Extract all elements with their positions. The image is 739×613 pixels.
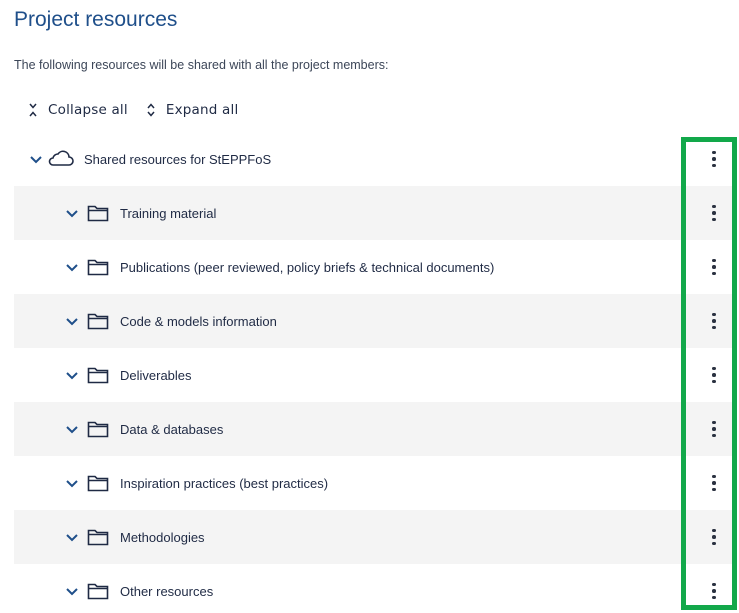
tree-row-folder[interactable] bbox=[14, 456, 732, 510]
tree-row-folder[interactable] bbox=[14, 348, 732, 402]
folder-icon bbox=[87, 258, 109, 276]
more-options-icon[interactable] bbox=[708, 418, 720, 440]
folder-label: Publications (peer reviewed, policy briefs & technical documents) bbox=[120, 260, 495, 275]
folder-label: Training material bbox=[120, 206, 217, 221]
collapse-icon bbox=[28, 103, 38, 117]
tree-toolbar bbox=[28, 102, 238, 118]
folder-icon bbox=[87, 420, 109, 438]
chevron-down-icon[interactable] bbox=[66, 372, 78, 380]
collapse-all-button[interactable] bbox=[28, 102, 128, 118]
more-options-icon[interactable] bbox=[708, 364, 720, 386]
page-title: Project resources bbox=[14, 8, 178, 31]
folder-label: Data & databases bbox=[120, 422, 224, 437]
folder-icon bbox=[87, 312, 109, 330]
more-options-icon[interactable] bbox=[708, 310, 720, 332]
expand-all-button[interactable] bbox=[146, 102, 239, 118]
more-options-icon[interactable] bbox=[708, 148, 720, 170]
tree-row-folder[interactable] bbox=[14, 240, 732, 294]
chevron-down-icon[interactable] bbox=[66, 534, 78, 542]
folder-label: Other resources bbox=[120, 584, 214, 599]
tree-row-folder[interactable] bbox=[14, 402, 732, 456]
tree-row-root[interactable] bbox=[14, 132, 732, 186]
folder-icon bbox=[87, 366, 109, 384]
tree-row-folder[interactable] bbox=[14, 294, 732, 348]
expand-icon bbox=[146, 103, 156, 117]
chevron-down-icon[interactable] bbox=[66, 426, 78, 434]
folder-icon bbox=[87, 528, 109, 546]
chevron-down-icon[interactable] bbox=[66, 480, 78, 488]
tree-root-label: Shared resources for StEPPFoS bbox=[84, 152, 272, 167]
more-options-icon[interactable] bbox=[708, 580, 720, 602]
expand-all-label: Expand all bbox=[165, 102, 239, 118]
folder-icon bbox=[87, 474, 109, 492]
chevron-down-icon[interactable] bbox=[30, 156, 42, 164]
chevron-down-icon[interactable] bbox=[66, 264, 78, 272]
collapse-all-label: Collapse all bbox=[48, 102, 128, 118]
page-subtitle: The following resources will be shared with all the project members: bbox=[14, 58, 389, 72]
folder-label: Deliverables bbox=[120, 368, 192, 383]
folder-label: Inspiration practices (best practices) bbox=[120, 476, 329, 491]
cloud-icon bbox=[48, 149, 74, 167]
chevron-down-icon[interactable] bbox=[66, 210, 78, 218]
folder-icon bbox=[87, 204, 109, 222]
more-options-icon[interactable] bbox=[708, 472, 720, 494]
folder-label: Methodologies bbox=[120, 530, 205, 545]
tree-row-folder[interactable] bbox=[14, 564, 732, 613]
folder-icon bbox=[87, 582, 109, 600]
chevron-down-icon[interactable] bbox=[66, 318, 78, 326]
more-options-icon[interactable] bbox=[708, 256, 720, 278]
more-options-icon[interactable] bbox=[708, 202, 720, 224]
resource-tree bbox=[14, 132, 732, 613]
more-options-icon[interactable] bbox=[708, 526, 720, 548]
folder-label: Code & models information bbox=[120, 314, 277, 329]
chevron-down-icon[interactable] bbox=[66, 588, 78, 596]
tree-row-folder[interactable] bbox=[14, 510, 732, 564]
tree-row-folder[interactable] bbox=[14, 186, 732, 240]
